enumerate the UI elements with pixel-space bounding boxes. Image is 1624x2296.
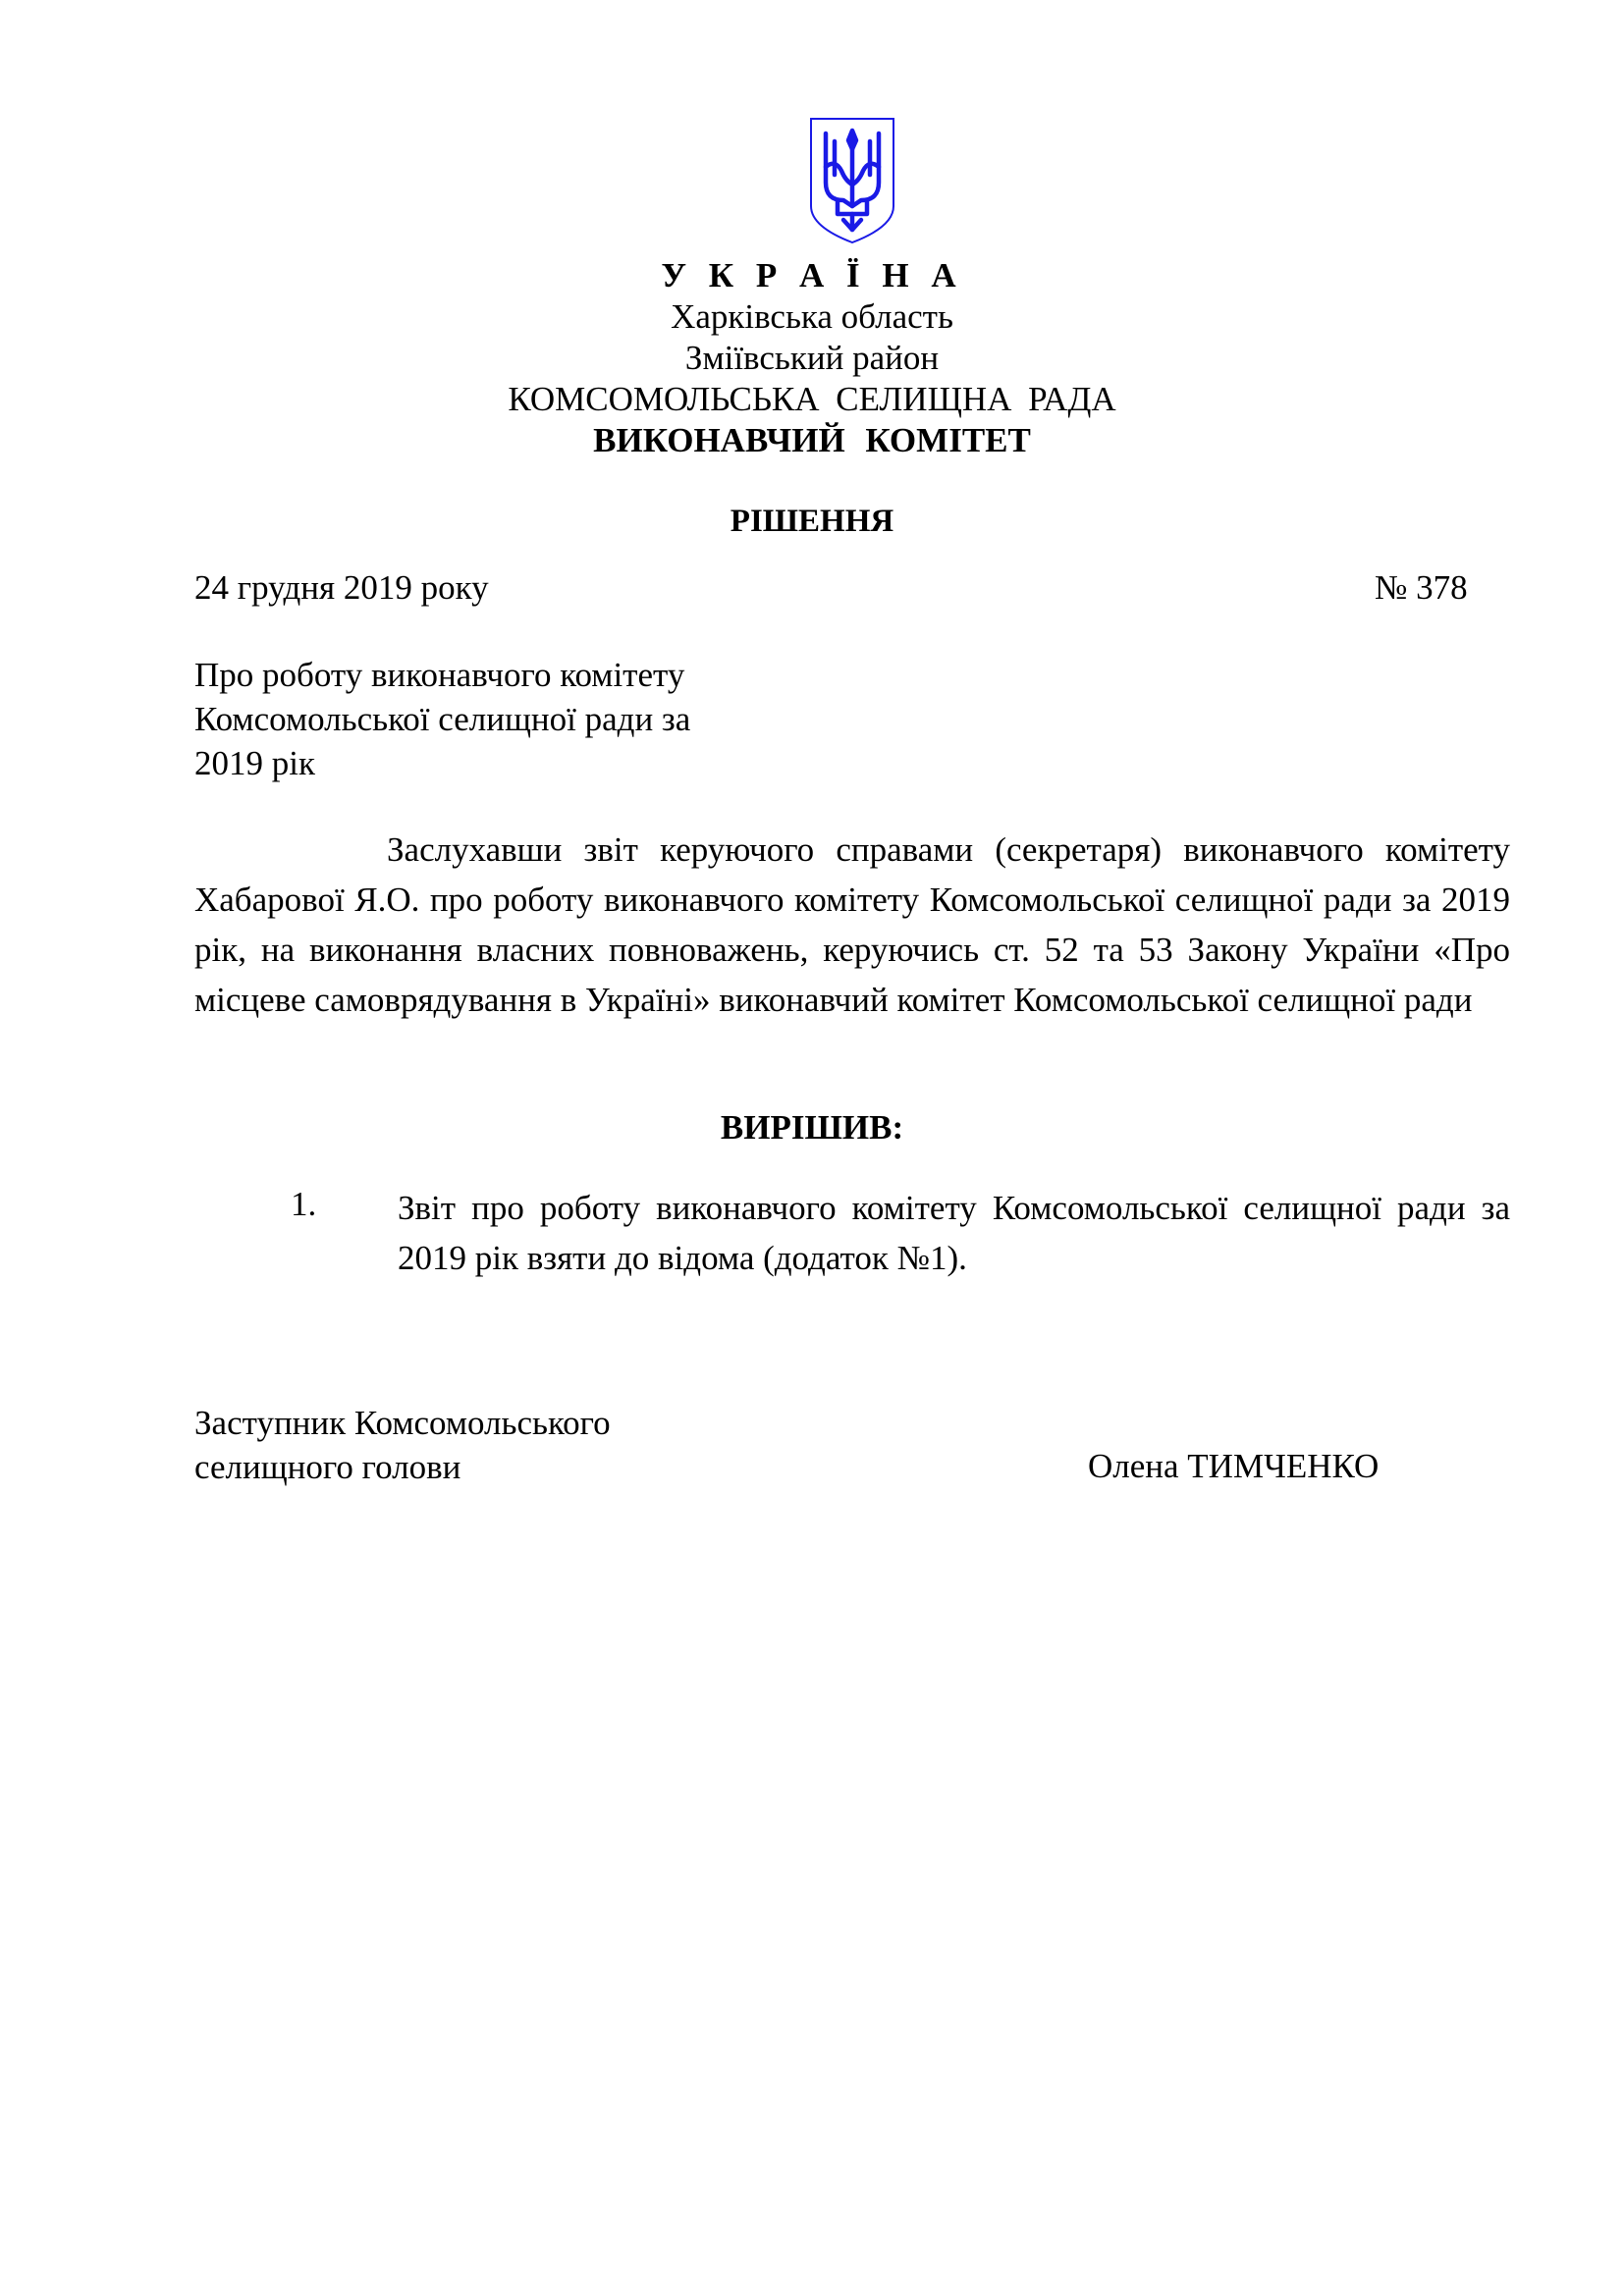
region-line: Харківська область: [671, 297, 953, 336]
document-type-title: РІШЕННЯ: [730, 504, 894, 539]
decision-item-number: 1.: [291, 1185, 317, 1223]
preamble-paragraph: Заслухавши звіт керуючого справами (секретаря) виконавчого комітету Хабарової Я.О. про роботу виконавчого комітету Комсомольської селищної ради за 2019 рік, на виконання власних повноважень, керуючись ст. 52 та 53 Закону України «Про місцеве самоврядування в Україні» виконавчий комітет Комсомольської селищної ради: [194, 830, 1510, 1019]
subject-line: Комсомольської селищної ради за: [194, 700, 691, 738]
subject-line: Про роботу виконавчого комітету: [194, 656, 685, 694]
signatory-position-line: Заступник Комсомольського: [194, 1404, 611, 1442]
document-date: 24 грудня 2019 року: [194, 568, 489, 607]
committee-name: ВИКОНАВЧИЙ КОМІТЕТ: [593, 421, 1031, 459]
document-subject: [194, 653, 803, 785]
signatory-position: [194, 1401, 611, 1489]
country-heading: У К Р А Ї Н А: [661, 256, 963, 294]
council-name: КОМСОМОЛЬСЬКА СЕЛИЩНА РАДА: [508, 380, 1116, 418]
subject-line: 2019 рік: [194, 744, 315, 782]
decision-item-text: Звіт про роботу виконавчого комітету Комсомольської селищної ради за 2019 рік взяти до відома (додаток №1).: [398, 1189, 1510, 1277]
tryzub-coat-of-arms-icon: [808, 116, 896, 245]
district-line: Зміївський район: [684, 339, 940, 377]
signatory-name: Олена ТИМЧЕНКО: [1088, 1447, 1380, 1485]
signatory-position-line: селищного голови: [194, 1448, 461, 1486]
document-number: № 378: [1375, 568, 1468, 607]
decided-heading: ВИРІШИВ:: [720, 1108, 904, 1147]
